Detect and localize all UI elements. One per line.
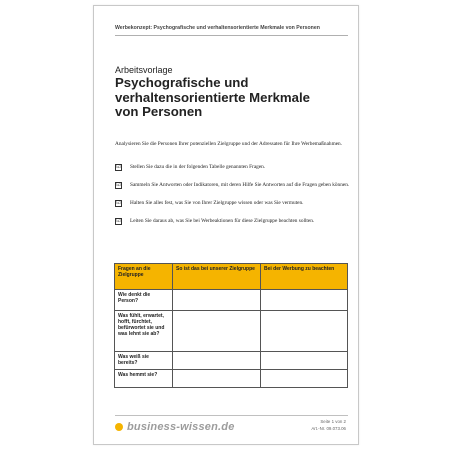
checklist-item: [115, 163, 350, 172]
answer-cell[interactable]: [173, 290, 261, 311]
checkbox-icon: ☑: [116, 182, 121, 188]
checklist-item-text: Halten Sie alles fest, was Sie von Ihrer Zielgruppe wissen oder was Sie vermuten.: [130, 200, 304, 206]
question-cell: Wie denkt die Person?: [115, 290, 173, 311]
worksheet-table: [114, 263, 348, 388]
logo-text: business-wissen.de: [127, 421, 235, 433]
checkbox-icon: ☑: [116, 200, 121, 206]
column-header-questions: Fragen an die Zielgruppe: [115, 264, 173, 290]
answer-cell[interactable]: [173, 311, 261, 352]
checklist-item: [115, 199, 350, 208]
document-title: Psychografische und verhaltensorientierte Merkmale von Personen: [115, 75, 310, 119]
checkbox-icon: ☑: [116, 164, 121, 170]
table-row: [115, 370, 348, 388]
checklist-item: [115, 181, 350, 190]
document-eyebrow: Arbeitsvorlage: [115, 65, 173, 75]
table-row: [115, 352, 348, 370]
table-row: [115, 290, 348, 311]
question-cell: Was weiß sie bereits?: [115, 352, 173, 370]
checklist-item-text: Stellen Sie dazu die in der folgenden Tabelle genannten Fragen.: [130, 164, 266, 170]
question-cell: Was fühlt, erwartet, hofft, fürchtet, befürwortet sie und was lehnt sie ab?: [115, 311, 173, 352]
intro-paragraph: Analysieren Sie die Personen Ihrer potenziellen Zielgruppe und der Adressaten für Ihre Werbemaßnahmen.: [115, 141, 343, 147]
note-cell[interactable]: [261, 290, 348, 311]
question-cell: Was hemmt sie?: [115, 370, 173, 388]
document-page: [93, 5, 359, 445]
column-header-advertising-notes: Bei der Werbung zu beachten: [261, 264, 348, 290]
table-row: [115, 311, 348, 352]
article-number: Art.-Nr. 09.073.06: [311, 426, 346, 431]
running-header-text: Werbekonzept: Psychografische und verhaltensorientierte Merkmale von Personen: [115, 25, 320, 31]
answer-cell[interactable]: [173, 352, 261, 370]
checklist-item-text: Leiten Sie daraus ab, was Sie bei Werbeaktionen für diese Zielgruppe beachten sollten.: [130, 218, 315, 224]
footer-divider: [115, 415, 348, 416]
page-number: Seite 1 von 2: [320, 419, 346, 424]
checklist-item-text: Sammeln Sie Antworten oder Indikatoren, mit deren Hilfe Sie Antworten auf die Fragen geben können.: [130, 182, 350, 188]
checkbox-icon: ☑: [116, 218, 121, 224]
logo-dot-icon: [115, 423, 123, 431]
footer-meta: [311, 418, 346, 432]
note-cell[interactable]: [261, 370, 348, 388]
note-cell[interactable]: [261, 311, 348, 352]
checklist-item: [115, 217, 350, 226]
business-wissen-logo[interactable]: [115, 421, 235, 433]
answer-cell[interactable]: [173, 370, 261, 388]
checklist: [115, 163, 350, 235]
table-header-row: [115, 264, 348, 290]
note-cell[interactable]: [261, 352, 348, 370]
column-header-our-target-group: So ist das bei unserer Zielgruppe: [173, 264, 261, 290]
running-header: [115, 25, 348, 36]
